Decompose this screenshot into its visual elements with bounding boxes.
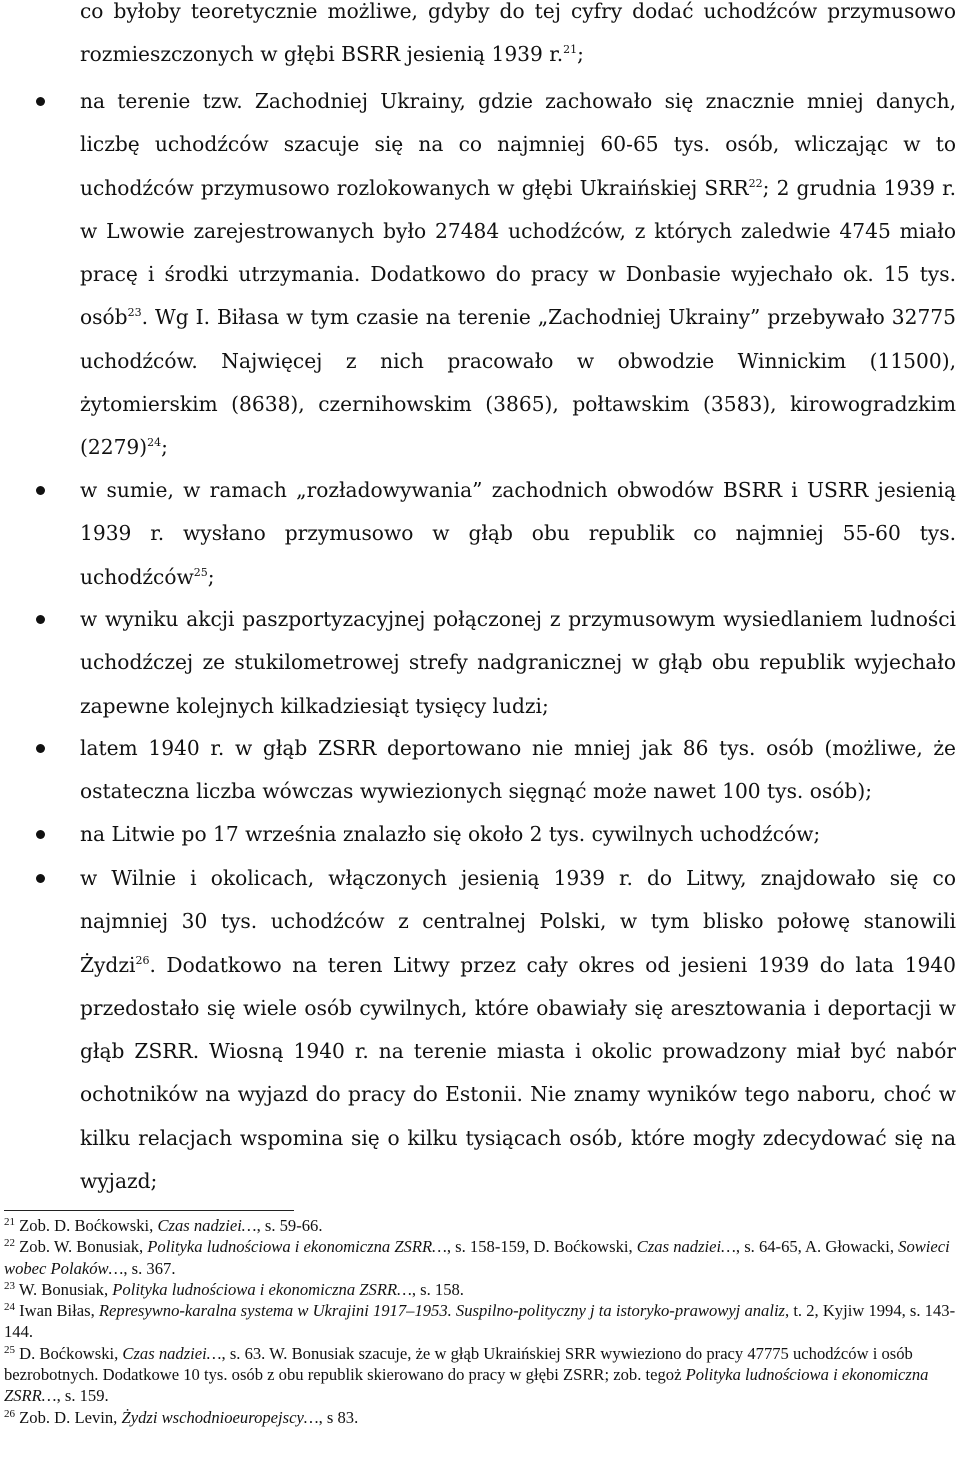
bullet-point	[36, 874, 45, 883]
footnote-ref[interactable]: 21	[563, 43, 578, 57]
text-run: D. Boćkowski,	[15, 1343, 123, 1363]
footnote-number: 23	[4, 1279, 15, 1292]
bullet-paragraph	[80, 598, 956, 728]
text-run: , s. 158.	[411, 1279, 464, 1299]
footnote	[4, 1279, 956, 1300]
text-run: , s. 158-159, D. Boćkowski,	[446, 1237, 637, 1257]
text-run: w Wilnie i okolicach, włączonych jesienią 1939 r. do Litwy, znajdowało się co najmniej 30 tys. uchodźców z centralnej Polski, w tym blisko połowę stanowili Żydzi	[80, 866, 956, 977]
cited-title: Czas nadziei…	[122, 1343, 222, 1363]
cited-title: Polityka ludnościowa i ekonomiczna ZSRR…	[4, 1365, 929, 1406]
text-run: na terenie tzw. Zachodniej Ukrainy, gdzie zachowało się znacznie mniej danych, liczbę uchodźców szacuje się na co najmniej 60-65 tys. osób, wliczając w to uchodźców przymusowo rozlokowanych w głębi Ukraińskiej SRR	[80, 89, 956, 200]
text-run: W. Bonusiak,	[15, 1279, 113, 1299]
text-run: Iwan Biłas,	[15, 1301, 99, 1321]
text-run: , s. 159.	[56, 1386, 109, 1406]
cited-title: Polityka ludnościowa i ekonomiczna ZSRR…	[147, 1237, 447, 1257]
footnote-number: 21	[4, 1216, 15, 1228]
footnotes	[4, 1215, 956, 1428]
text-run: , s. 367.	[123, 1258, 176, 1278]
bullet-point	[36, 615, 45, 624]
cited-title: Represywno-karalna systema w Ukrajini 1917–1953. Suspilno-polityczny j ta istoryko-prawowyj analiz	[98, 1301, 786, 1321]
bullet-paragraph	[80, 469, 956, 599]
footnote-number: 26	[4, 1407, 15, 1420]
text-run: ;	[577, 42, 584, 67]
text-run: Zob. D. Boćkowski,	[15, 1216, 158, 1235]
text-run: ;	[207, 564, 215, 589]
bullet-point	[36, 744, 45, 753]
footnote-ref[interactable]: 25	[193, 565, 208, 579]
footnote-ref[interactable]: 22	[748, 176, 763, 190]
text-run: ; 2 grudnia 1939 r. w Lwowie zarejestrowanych było 27484 uchodźców, z których zaledwie 4745 miało pracę i środki utrzymania. Dodatkowo do pracy w Donbasie wyjechało ok. 15 tys. osób	[80, 175, 956, 330]
text-run: . Wg I. Biłasa w tym czasie na terenie „Zachodniej Ukrainy” przebywało 32775 uchodźców. Najwięcej z nich pracowało w obwodzie Winnickim (11500), żytomierskim (8638), czernihowskim (3865), połtawskim (3583), kirowogradzkim (2279)	[80, 305, 956, 460]
text-run: Zob. D. Levin,	[15, 1407, 122, 1427]
footnote	[4, 1343, 956, 1407]
bullet-paragraph	[80, 80, 956, 470]
footnote-number: 22	[4, 1237, 15, 1250]
bullet-point	[36, 486, 45, 495]
bullet-point	[36, 830, 45, 839]
text-run: w sumie, w ramach „rozładowywania” zachodnich obwodów BSRR i USRR jesienią 1939 r. wysłano przymusowo w głąb obu republik co najmniej 55-60 tys. uchodźców	[80, 478, 956, 589]
text-run: Zob. W. Bonusiak,	[15, 1237, 148, 1257]
text-run: ;	[161, 435, 168, 460]
bullet-point	[36, 97, 45, 106]
text-run: . Dodatkowo na teren Litwy przez cały okres od jesieni 1939 do lata 1940 przedostało się wiele osób cywilnych, które obawiały się aresztowania i deportacji w głąb ZSRR. Wiosną 1940 r. na terenie miasta i okolic prowadzony miał być nabór ochotników na wyjazd do pracy do Estonii. Nie znamy wyników tego naboru, choć w kilku relacjach wspomina się o kilku tysiącach osób, które mogły zdecydować się na wyjazd;	[80, 952, 956, 1194]
footnote-ref[interactable]: 26	[135, 953, 150, 967]
text-run: na Litwie po 17 września znalazło się około 2 tys. cywilnych uchodźców;	[80, 822, 821, 846]
cited-title: Żydzi wschodnioeuropejscy…	[121, 1407, 319, 1427]
text-run: , s. 64-65, A. Głowacki,	[735, 1237, 899, 1257]
text-run: , t. 2, Kyjiw 1994, s. 143-144.	[4, 1301, 956, 1342]
text-run: w wyniku akcji paszportyzacyjnej połączonej z przymusowym wysiedlaniem ludności uchodźczej ze stukilometrowej strefy nadgranicznej w głąb obu republik wyjechało zapewne kolejnych kilkadziesiąt tysięcy ludzi;	[80, 607, 956, 718]
footnote	[4, 1215, 956, 1236]
footnote-ref[interactable]: 24	[147, 436, 162, 450]
text-paragraph	[80, 0, 956, 77]
text-run: , s 83.	[318, 1407, 359, 1427]
bullet-paragraph	[80, 727, 956, 814]
footnote-ref[interactable]: 23	[127, 306, 142, 320]
footnote	[4, 1300, 956, 1343]
cited-title: Sowieci wobec Polaków…	[4, 1237, 950, 1278]
footnote-number: 24	[4, 1301, 15, 1314]
footnote-separator	[4, 1210, 294, 1211]
footnote-number: 25	[4, 1343, 15, 1356]
bullet-paragraph	[80, 813, 956, 856]
footnote	[4, 1236, 956, 1279]
text-run: , s. 63. W. Bonusiak szacuje, że w głąb Ukraińskiej SRR wywieziono do pracy 47775 uchodźców i osób bezrobotnych. Dodatkowe 10 tys. osób z obu republik skierowano do pracy w głębi ZSRR; zob. tegoż	[4, 1343, 913, 1385]
cited-title: Czas nadziei…	[636, 1237, 736, 1257]
text-run: co byłoby teoretycznie możliwe, gdyby do tej cyfry dodać uchodźców przymusowo rozmieszczonych w głębi BSRR jesienią 1939 r.	[80, 0, 956, 67]
cited-title: Czas nadziei…	[157, 1216, 257, 1235]
cited-title: Polityka ludnościowa i ekonomiczna ZSRR…	[112, 1279, 412, 1299]
bullet-paragraph	[80, 857, 956, 1203]
footnote	[4, 1407, 956, 1428]
text-run: , s. 59-66.	[256, 1216, 323, 1235]
text-run: latem 1940 r. w głąb ZSRR deportowano nie mniej jak 86 tys. osób (możliwe, że ostateczna liczba wówczas wywiezionych sięgnąć może nawet 100 tys. osób);	[80, 736, 956, 804]
